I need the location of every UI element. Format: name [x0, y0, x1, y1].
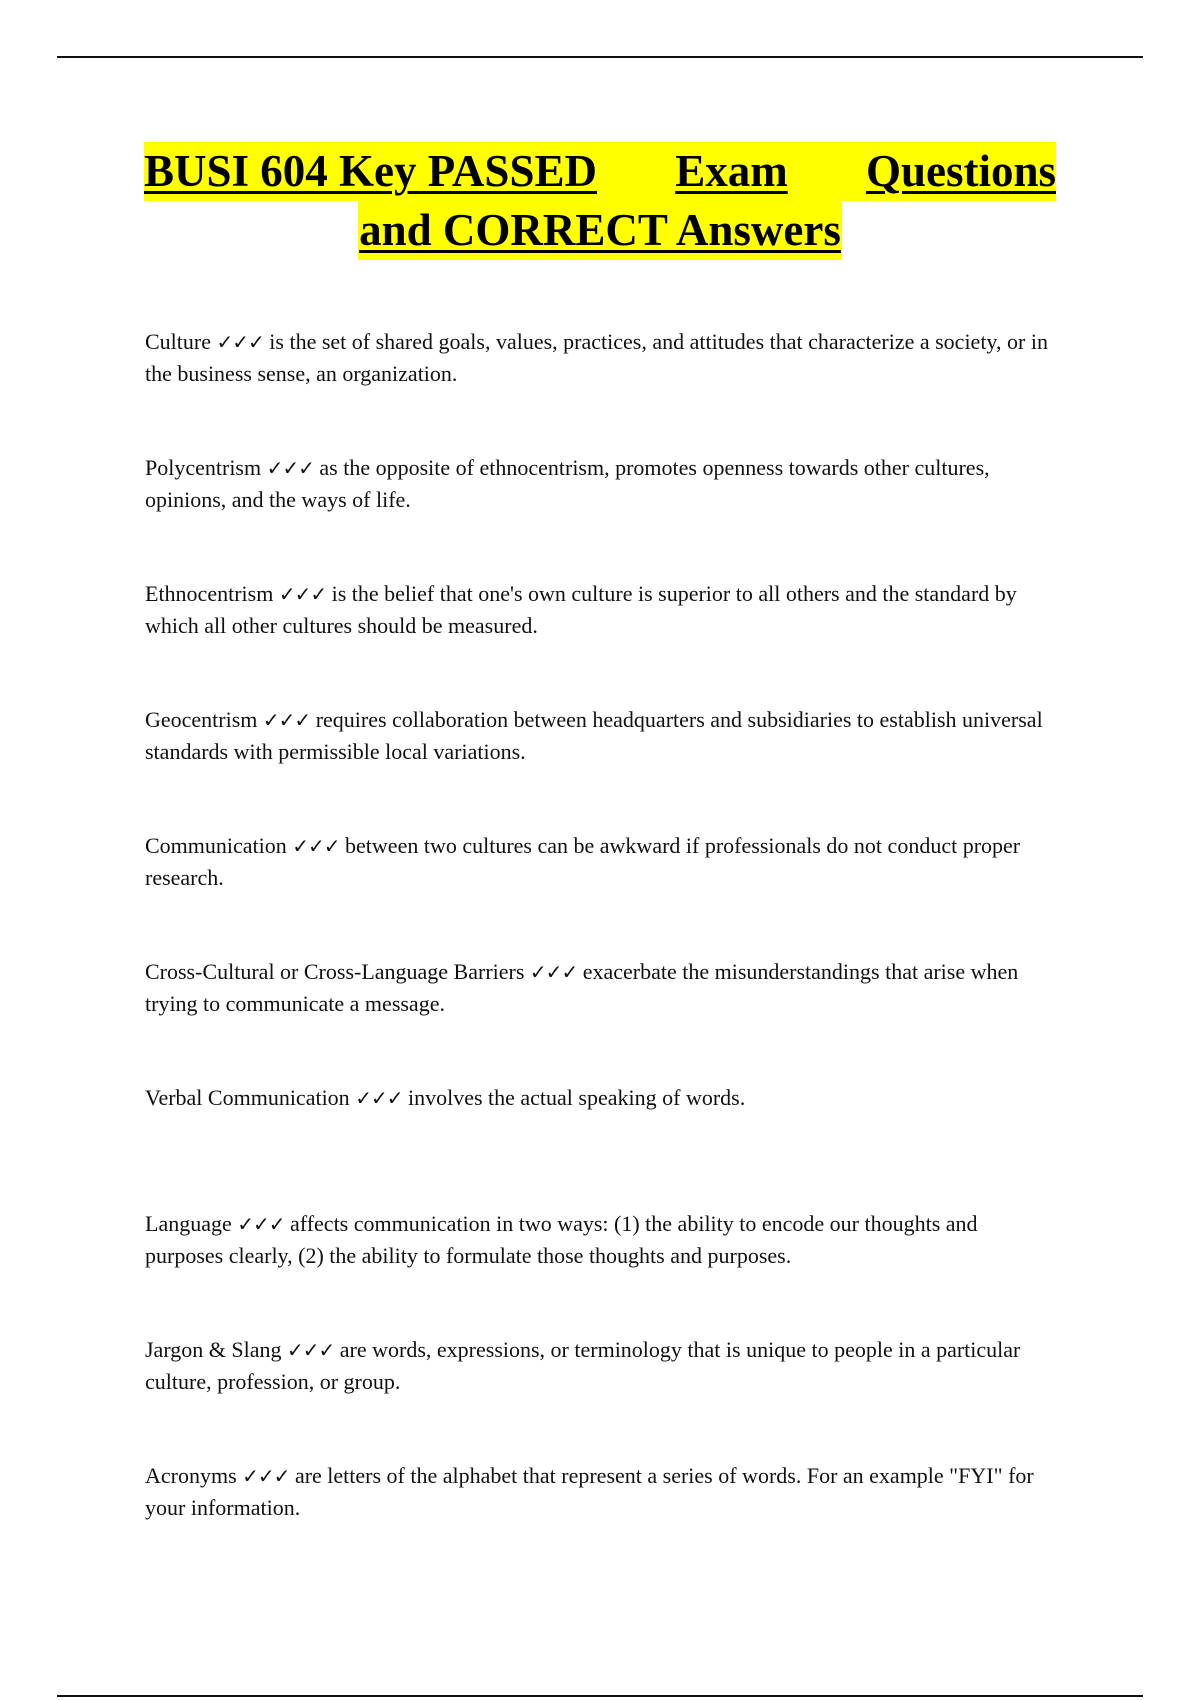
- definition: involves the actual speaking of words.: [407, 1085, 746, 1110]
- qa-entry: [145, 1334, 1060, 1460]
- definition: is the belief that one's own culture is superior to all others and the standard by which all other cultures should be measured.: [145, 581, 1017, 638]
- title-word: BUSI 604 Key PASSED: [144, 146, 597, 196]
- term: Communication: [145, 833, 287, 858]
- definition: are letters of the alphabet that represent a series of words. For an example "FYI" for your information.: [145, 1463, 1034, 1520]
- title-word: Exam: [675, 146, 788, 196]
- checkmarks-icon: ✓✓✓: [242, 1464, 290, 1488]
- checkmarks-icon: ✓✓✓: [278, 582, 327, 606]
- term: Language: [145, 1211, 232, 1236]
- qa-entry: [145, 1460, 1060, 1586]
- term: Cross-Cultural or Cross-Language Barriers: [145, 959, 525, 984]
- definition: are words, expressions, or terminology that is unique to people in a particular culture, profession, or group.: [145, 1337, 1021, 1394]
- qa-entry: [145, 830, 1060, 956]
- qa-entry: [145, 956, 1060, 1082]
- checkmarks-icon: ✓✓✓: [266, 456, 314, 480]
- document-title: [144, 142, 1056, 260]
- qa-entry: [145, 452, 1060, 578]
- term: Geocentrism: [145, 707, 258, 732]
- checkmarks-icon: ✓✓✓: [292, 834, 340, 858]
- term: Culture: [145, 329, 211, 354]
- checkmarks-icon: ✓✓✓: [262, 708, 311, 732]
- term: Ethnocentrism: [145, 581, 274, 606]
- term: Acronyms: [145, 1463, 237, 1488]
- term: Verbal Communication: [145, 1085, 350, 1110]
- qa-entry: [145, 1208, 1060, 1334]
- title-line-1: [144, 142, 1056, 201]
- checkmarks-icon: ✓✓✓: [355, 1086, 403, 1110]
- footer-rule: [57, 1695, 1143, 1697]
- term: Polycentrism: [145, 455, 262, 480]
- qa-entry: [145, 326, 1060, 452]
- checkmarks-icon: ✓✓✓: [286, 1338, 335, 1362]
- definition: as the opposite of ethnocentrism, promotes openness towards other cultures, opinions, and the ways of life.: [145, 455, 990, 512]
- qa-entry: [145, 704, 1060, 830]
- term: Jargon & Slang: [145, 1337, 282, 1362]
- title-line-2: and CORRECT Answers: [358, 201, 842, 260]
- definition: affects communication in two ways: (1) the ability to encode our thoughts and purposes clearly, (2) the ability to formulate those thoughts and purposes.: [145, 1211, 978, 1268]
- definition: requires collaboration between headquarters and subsidiaries to establish universal standards with permissible local variations.: [145, 707, 1043, 764]
- checkmarks-icon: ✓✓✓: [529, 960, 578, 984]
- header-rule: [57, 56, 1143, 58]
- definition: between two cultures can be awkward if professionals do not conduct proper research.: [145, 833, 1021, 890]
- title-word: Questions: [865, 146, 1056, 196]
- qa-entry: [145, 1082, 1060, 1208]
- qa-list: [145, 326, 1060, 1586]
- qa-entry: [145, 578, 1060, 704]
- definition: exacerbate the misunderstandings that arise when trying to communicate a message.: [145, 959, 1019, 1016]
- checkmarks-icon: ✓✓✓: [216, 330, 264, 354]
- definition: is the set of shared goals, values, practices, and attitudes that characterize a society, or in the business sense, an organization.: [145, 329, 1048, 386]
- checkmarks-icon: ✓✓✓: [237, 1212, 285, 1236]
